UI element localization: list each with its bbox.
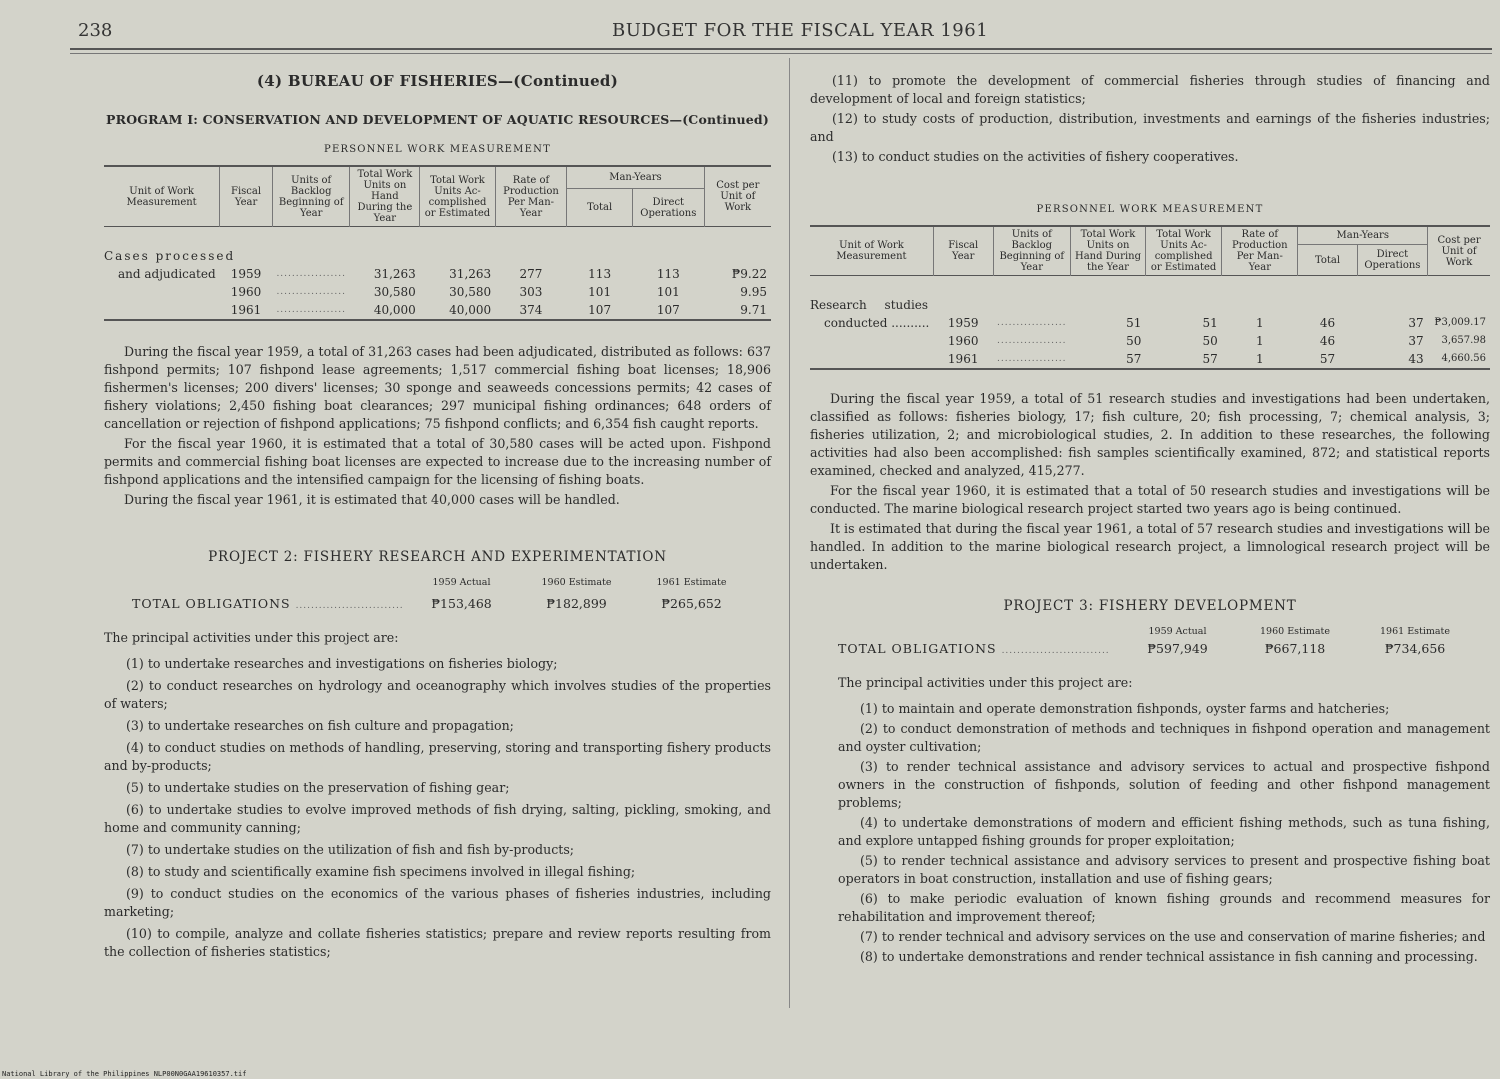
activity-item: (8) to undertake demonstrations and render technical assistance in fish canning and processing. [860, 949, 1478, 964]
oblig-1959: ₱597,949 [1147, 641, 1208, 656]
cell-accomplished: 50 [1202, 334, 1218, 348]
table-row [810, 350, 1490, 369]
activity-item: (3) to render technical assistance and advisory services to actual and prospective fishpond owners in the construction of fishponds, solution of feeding and other fishpond management problems; [838, 759, 1490, 810]
col-rate: Rate of Production Per Man- Year [495, 166, 567, 227]
col-rate: Rate of Production Per Man- Year [1222, 226, 1298, 276]
paragraph: During the fiscal year 1961, it is estimated that 40,000 cases will be handled. [124, 492, 620, 507]
activity-item: (9) to conduct studies on the economics of the various phases of fisheries industries, including marketing; [104, 886, 771, 919]
col-on-hand: Total Work Units on Hand During the Year [350, 166, 420, 227]
program-heading: PROGRAM I: CONSERVATION AND DEVELOPMENT OF AQUATIC RESOURCES—(Continued) [106, 112, 769, 127]
cell-total: 113 [588, 267, 612, 281]
unit-label: and adjudicated [118, 267, 216, 281]
cell-rate: 277 [519, 267, 543, 281]
cell-cost: ₱9.22 [731, 267, 767, 281]
oblig-1959: ₱153,468 [431, 596, 492, 611]
activity-item: (6) to make periodic evaluation of known fishing grounds and recommend measures for rehabilitation and improvement thereof; [838, 891, 1490, 924]
cell-backlog: .................. [997, 336, 1067, 346]
table-row [104, 247, 771, 265]
table-row [810, 314, 1490, 332]
cell-backlog: .................. [276, 287, 346, 297]
oblig-col-1960: 1960 Estimate [1260, 626, 1330, 637]
cell-on-hand: 40,000 [373, 303, 416, 317]
cell-year: 1961 [947, 352, 979, 366]
activity-item: (5) to undertake studies on the preservation of fishing gear; [126, 780, 510, 795]
cell-cost: 4,660.56 [1441, 353, 1486, 364]
col-backlog: Units of Backlog Beginning of Year [993, 226, 1071, 276]
paragraph: For the fiscal year 1960, it is estimated that a total of 50 research studies and investigations will be conducted. The marine biological research project started two years ago is being continued. [810, 483, 1490, 516]
cell-direct: 37 [1408, 316, 1424, 330]
bureau-heading: (4) BUREAU OF FISHERIES—(Continued) [256, 72, 619, 90]
col-accomplished: Total Work Units Ac- complished or Estimated [1145, 226, 1221, 276]
col-cost: Cost per Unit of Work [704, 166, 771, 227]
oblig-1960: ₱182,899 [546, 596, 607, 611]
cell-total: 46 [1319, 334, 1336, 348]
col-direct: Direct Operations [1357, 245, 1428, 276]
cell-total: 101 [588, 285, 612, 299]
unit-label: Cases processed [104, 249, 236, 263]
col-man-years: Man-Years [1298, 226, 1428, 245]
paragraph: For the fiscal year 1960, it is estimated that a total of 30,580 cases will be acted upon. Fishpond permits and commercial fishing boat licenses are expected to increase due to the increasing number of fishpond applications and the intensified campaign for the licensing of fishing boats. [104, 436, 771, 487]
activity-item: (2) to conduct researches on hydrology and oceanography which involves studies of the properties of waters; [104, 678, 771, 711]
cell-total: 46 [1319, 316, 1336, 330]
oblig-col-1961: 1961 Estimate [1380, 626, 1450, 637]
work-measurement-table [104, 165, 771, 321]
cell-rate: 374 [519, 303, 543, 317]
cell-cost: 9.95 [740, 285, 767, 299]
right-column [810, 72, 1490, 968]
activities-intro: The principal activities under this project are: [104, 630, 399, 645]
paragraph: During the fiscal year 1959, a total of 31,263 cases had been adjudicated, distributed as follows: 637 fishpond permits; 107 fishpond lease agreements; 1,517 commercial fishing boat licenses; 18,906 fishermen's licenses; 200 divers' licenses; 30 sponge and seaweeds concessions permits; 42 cases of fishery violations; 2,450 fishing boat clearances; 297 municipal fishing ordinances; 648 orders of cancellation or rejection of fishpond applications; 75 fishpond conflicts; and 6,354 fish caught reports. [104, 344, 771, 431]
cell-year: 1959 [230, 267, 262, 281]
cell-total: 57 [1319, 352, 1336, 366]
oblig-1961: ₱734,656 [1384, 641, 1446, 656]
cell-cost: ₱3,009.17 [1434, 317, 1486, 328]
activity-item: (1) to maintain and operate demonstration fishponds, oyster farms and hatcheries; [860, 701, 1390, 716]
cell-on-hand: 50 [1126, 334, 1142, 348]
oblig-dots: ............................ [295, 601, 404, 611]
col-unit: Unit of Work Measurement [126, 185, 197, 208]
activity-item: (13) to conduct studies on the activities of fishery cooperatives. [832, 149, 1239, 164]
col-direct: Direct Operations [633, 189, 705, 227]
cell-direct: 113 [656, 267, 680, 281]
cell-backlog: .................. [997, 318, 1067, 328]
oblig-label [810, 641, 1120, 656]
oblig-col-1959: 1959 Actual [1148, 626, 1207, 637]
cell-year: 1961 [230, 303, 262, 317]
activity-item: (5) to render technical assistance and advisory services to present and prospective fishing boat operators in boat construction, installation and use of fishing gears; [838, 853, 1490, 886]
cell-backlog: .................. [276, 305, 346, 315]
oblig-1960: ₱667,118 [1264, 641, 1326, 656]
cell-on-hand: 51 [1126, 316, 1142, 330]
activity-item: (6) to undertake studies to evolve improved methods of fish drying, salting, pickling, smoking, and home and community canning; [104, 802, 771, 835]
activity-item: (12) to study costs of production, distribution, investments and earnings of the fisheries industries; and [810, 111, 1490, 144]
col-unit: Unit of Work Measurement [836, 240, 907, 262]
activity-item: (3) to undertake researches on fish culture and propagation; [126, 718, 514, 733]
table-row [104, 265, 771, 283]
col-total: Total [567, 189, 633, 227]
cell-accomplished: 40,000 [449, 303, 492, 317]
activity-item: (4) to conduct studies on methods of handling, preserving, storing and transporting fishery products and by-products; [104, 740, 771, 773]
cell-cost: 9.71 [740, 303, 767, 317]
cell-year: 1960 [947, 334, 979, 348]
left-column [104, 62, 771, 965]
cell-cost: 3,657.98 [1441, 335, 1486, 346]
col-on-hand: Total Work Units on Hand During the Year [1071, 226, 1146, 276]
unit-label: conducted .......... [824, 316, 930, 330]
col-fiscal: Fiscal Year [933, 226, 993, 276]
activity-item: (10) to compile, analyze and collate fisheries statistics; prepare and review reports resulting from the collection of fisheries statistics; [104, 926, 771, 959]
col-backlog: Units of Backlog Beginning of Year [272, 166, 350, 227]
project-title: PROJECT 2: FISHERY RESEARCH AND EXPERIMENTATION [208, 549, 667, 565]
activity-item: (1) to undertake researches and investigations on fisheries biology; [126, 656, 558, 671]
col-fiscal: Fiscal Year [220, 166, 273, 227]
col-total: Total [1298, 245, 1357, 276]
table-row [104, 283, 771, 301]
oblig-col-1961: 1961 Estimate [656, 577, 727, 588]
col-accomplished: Total Work Units Ac- complished or Estimated [420, 166, 495, 227]
cell-total: 107 [588, 303, 612, 317]
work-measurement-table [810, 225, 1490, 370]
cell-rate: 1 [1255, 334, 1264, 348]
col-man-years: Man-Years [567, 166, 704, 189]
table-row [810, 332, 1490, 350]
cell-rate: 303 [519, 285, 543, 299]
cell-accomplished: 31,263 [449, 267, 492, 281]
header-rule [70, 48, 1492, 54]
cell-backlog: .................. [997, 354, 1067, 364]
activities-intro: The principal activities under this project are: [838, 675, 1133, 690]
col-cost: Cost per Unit of Work [1428, 226, 1490, 276]
activity-item: (8) to study and scientifically examine fish specimens involved in illegal fishing; [126, 864, 636, 879]
obligations-table [104, 577, 771, 611]
column-divider [789, 58, 790, 1008]
activity-item: (7) to undertake studies on the utilization of fish and fish by-products; [126, 842, 575, 857]
activity-item: (4) to undertake demonstrations of modern and efficient fishing methods, such as tuna fishing, and explore untapped fishing grounds for proper exploitation; [838, 815, 1490, 848]
oblig-1961: ₱265,652 [661, 596, 722, 611]
pwm-label: PERSONNEL WORK MEASUREMENT [324, 144, 551, 155]
activity-item: (11) to promote the development of commercial fisheries through studies of financing and development of local and foreign statistics; [810, 73, 1490, 106]
page-title: BUDGET FOR THE FISCAL YEAR 1961 [612, 20, 989, 41]
oblig-col-1959: 1959 Actual [432, 577, 491, 588]
cell-direct: 37 [1408, 334, 1424, 348]
cell-backlog: .................. [276, 269, 346, 279]
scan-footer: National Library of the Philippines NLP00N0GAA19610357.tif [2, 1070, 247, 1078]
pwm-label: PERSONNEL WORK MEASUREMENT [1036, 204, 1264, 215]
cell-year: 1959 [947, 316, 979, 330]
cell-rate: 1 [1255, 316, 1264, 330]
oblig-dots: ............................ [1001, 646, 1110, 656]
page-number: 238 [78, 20, 113, 41]
cell-on-hand: 57 [1126, 352, 1142, 366]
table-row [104, 301, 771, 320]
activity-item: (7) to render technical and advisory services on the use and conservation of marine fisheries; and [860, 929, 1486, 944]
cell-direct: 101 [656, 285, 680, 299]
cell-on-hand: 30,580 [373, 285, 416, 299]
cell-direct: 43 [1408, 352, 1424, 366]
unit-label: Research studies [810, 298, 929, 312]
oblig-label [104, 596, 404, 611]
table-row [810, 296, 1490, 314]
activity-item: (2) to conduct demonstration of methods and techniques in fishpond operation and management and oyster cultivation; [838, 721, 1490, 754]
paragraph: During the fiscal year 1959, a total of 51 research studies and investigations had been undertaken, classified as follows: fisheries biology, 17; fish culture, 20; fish processing, 7; chemical analysis, 3; fisheries utilization, 2; and microbiological studies, 2. In addition to these researches, the following activities had also been accomplished: fish samples scientifically examined, 872; and statistical reports examined, checked and analyzed, 415,277. [810, 391, 1490, 478]
cell-accomplished: 30,580 [449, 285, 492, 299]
obligations-table [810, 626, 1490, 656]
cell-direct: 107 [656, 303, 680, 317]
cell-accomplished: 51 [1202, 316, 1218, 330]
cell-year: 1960 [230, 285, 262, 299]
oblig-col-1960: 1960 Estimate [541, 577, 612, 588]
cell-on-hand: 31,263 [373, 267, 416, 281]
cell-accomplished: 57 [1202, 352, 1218, 366]
project-title: PROJECT 3: FISHERY DEVELOPMENT [1003, 598, 1297, 614]
paragraph: It is estimated that during the fiscal year 1961, a total of 57 research studies and investigations will be handled. In addition to the marine biological research project, a limnological research project will be undertaken. [810, 521, 1490, 572]
oblig-label-text: TOTAL OBLIGATIONS [838, 641, 997, 656]
cell-rate: 1 [1255, 352, 1264, 366]
oblig-label-text: TOTAL OBLIGATIONS [132, 596, 291, 611]
